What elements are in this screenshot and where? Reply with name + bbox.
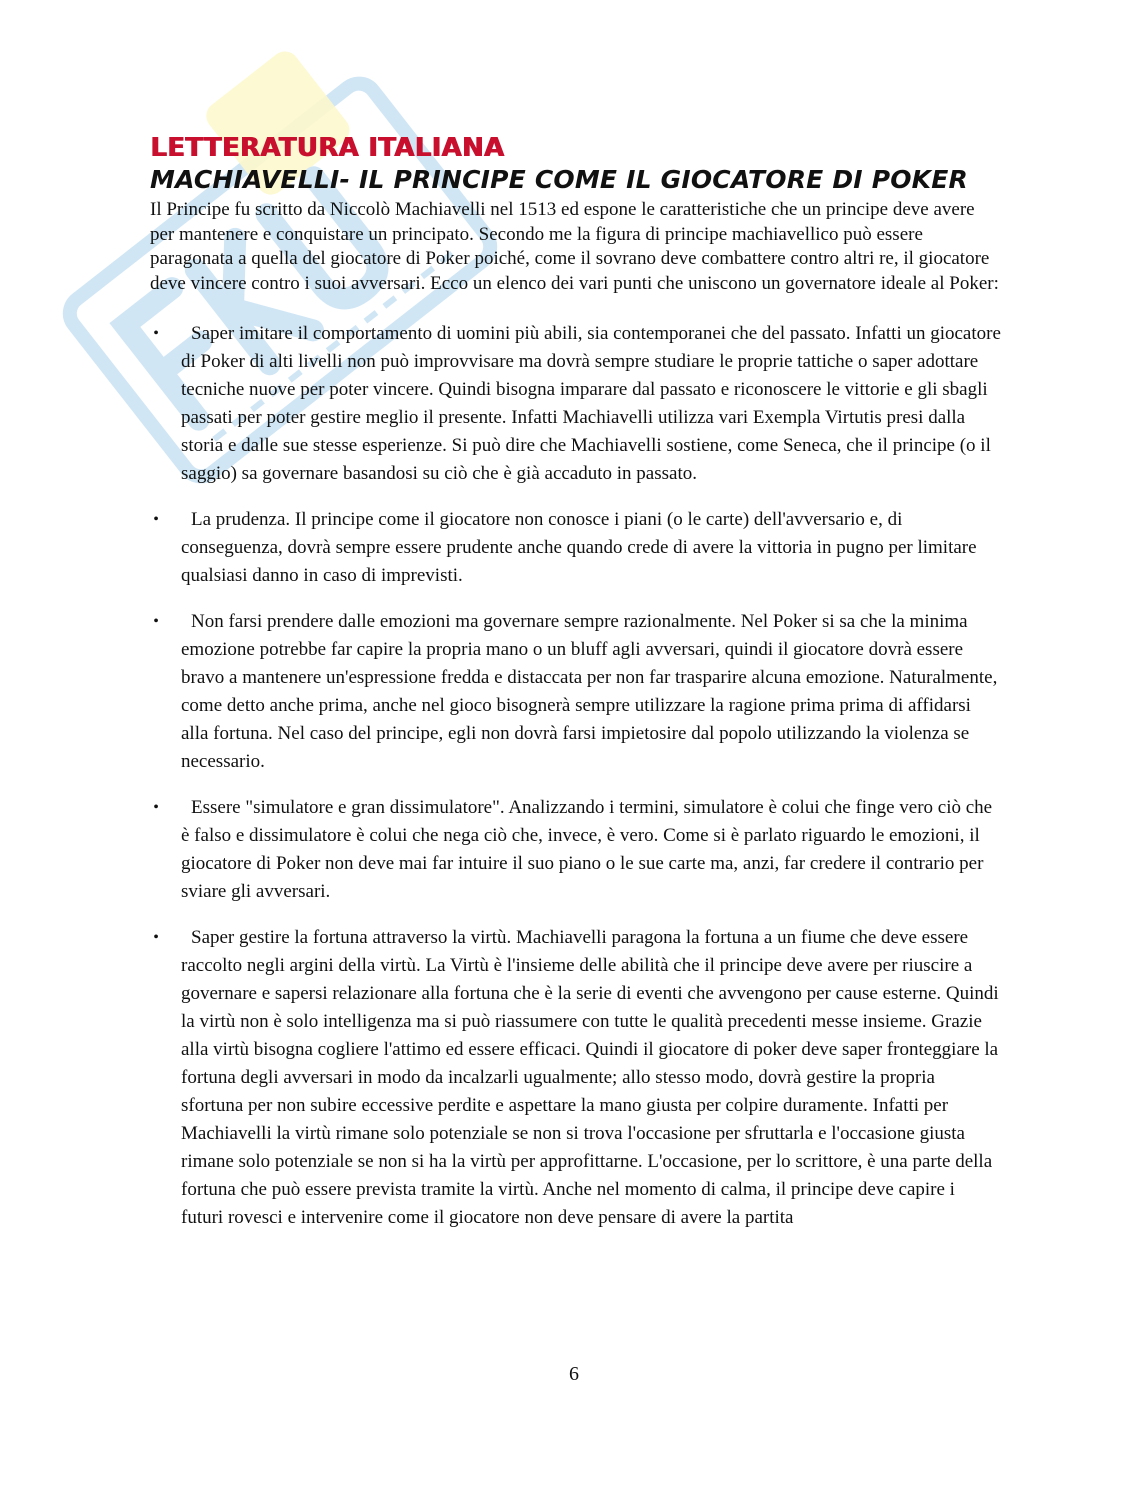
list-item-text: Essere "simulatore e gran dissimulatore". Analizzando i termini, simulatore è colui che finge vero ciò che è falso e dissimulatore è colui che nega ciò che, invece, è vero. Come si è parlato riguardo le emozioni, il giocatore di Poker non deve mai far intuire il suo piano o le sue carte ma, anzi, far credere il contrario per sviare gli avversari. — [181, 797, 993, 902]
bullet-icon: • — [153, 511, 159, 528]
bullet-icon: • — [153, 799, 159, 816]
document-page — [150, 132, 1006, 1250]
bullet-icon: • — [153, 325, 159, 342]
list-item — [150, 320, 1001, 488]
list-item — [150, 506, 1001, 590]
list-item-text: Non farsi prendere dalle emozioni ma governare sempre razionalmente. Nel Poker si sa che la minima emozione potrebbe far capire la propria mano o un bluff agli avversari, quindi il giocatore dovrà essere bravo a mantenere un'espressione fredda e distaccata per non far trasparire alcuna emozione. Naturalmente, come detto anche prima, anche nel gioco bisognerà sempre utilizzare la ragione prima prima di affidarsi alla fortuna. Nel caso del principe, egli non dovrà farsi impietosire dal popolo utilizzando la violenza se necessario. — [181, 611, 998, 772]
page-title: LETTERATURA ITALIANA — [150, 133, 505, 163]
list-item — [150, 924, 1001, 1232]
bullet-icon: • — [153, 613, 159, 630]
list-item-text: Saper gestire la fortuna attraverso la virtù. Machiavelli paragona la fortuna a un fiume che deve essere raccolto negli argini della virtù. La Virtù è l'insieme delle abilità che il principe deve avere per riuscire a governare e sapersi relazionare alla fortuna che è la serie di eventi che avvengono per cause esterne. Quindi la virtù non è solo intelligenza ma si può riassumere con tutte le qualità precedenti messe insieme. Grazie alla virtù bisogna cogliere l'attimo ed essere efficaci. Quindi il giocatore di poker deve saper fronteggiare la fortuna degli avversari in modo da incalzarli ugualmente; allo stesso modo, dovrà gestire la propria sfortuna per non subire eccessive perdite e aspettare la mano giusta per colpire duramente. Infatti per Machiavelli la virtù rimane solo potenziale se non si trova l'occasione per sfruttarla e l'occasione giusta rimane solo potenziale se non si ha la virtù per approfittarne. L'occasione, per lo scrittore, è una parte della fortuna che può essere prevista tramite la virtù. Anche nel momento di calma, il principe deve capire i futuri rovesci e intervenire come il giocatore non deve pensare di avere la partita — [181, 927, 999, 1228]
list-item-text: La prudenza. Il principe come il giocatore non conosce i piani (o le carte) dell'avversario e, di conseguenza, dovrà sempre essere prudente anche quando crede di avere la vittoria in pugno per limitare qualsiasi danno in caso di imprevisti. — [181, 509, 977, 586]
page-number: 6 — [569, 1363, 579, 1385]
list-item — [150, 608, 1001, 776]
list-item-text: Saper imitare il comportamento di uomini più abili, sia contemporanei che del passato. Infatti un giocatore di Poker di alti livelli non può improvvisare ma dovrà sempre studiare le proprie tattiche o saper adottare tecniche nuove per poter vincere. Quindi bisogna imparare dal passato e riconoscere le vittorie e gli sbagli passati per poter gestire meglio il presente. Infatti Machiavelli utilizza vari Exempla Virtutis presi dalla storia e dalle sue stesse esperienze. Si può dire che Machiavelli sostiene, come Seneca, che il principe (o il saggio) sa governare basandosi su ciò che è già accaduto in passato. — [181, 323, 1001, 484]
bullet-list — [150, 320, 1006, 1232]
list-item — [150, 794, 1001, 906]
intro-paragraph: Il Principe fu scritto da Niccolò Machiavelli nel 1513 ed espone le caratteristiche che un principe deve avere per mantenere e conquistare un principato. Secondo me la figura di principe machiavellico può essere paragonata a quella del giocatore di Poker poiché, come il sovrano deve combattere contro altri re, il giocatore deve vincere contro i suoi avversari. Ecco un elenco dei vari punti che uniscono un governatore ideale al Poker: — [150, 199, 999, 294]
bullet-icon: • — [153, 929, 159, 946]
page-subtitle: MACHIAVELLI- IL PRINCIPE COME IL GIOCATORE DI POKER — [150, 165, 968, 194]
